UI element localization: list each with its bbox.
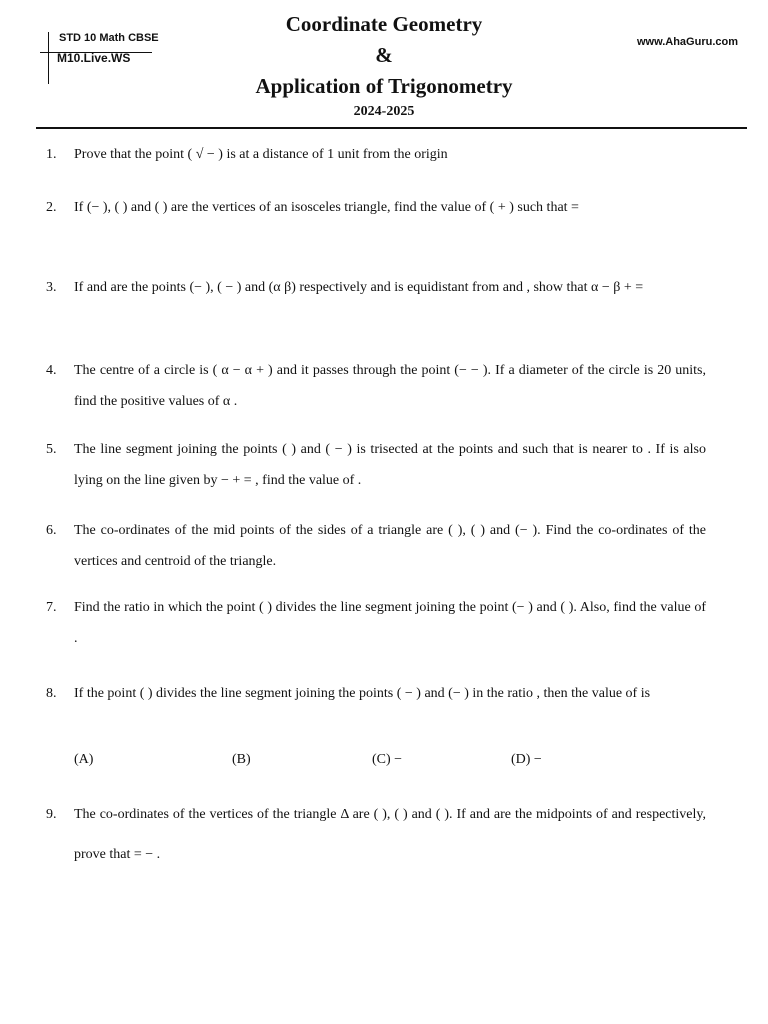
question-text: The co-ordinates of the vertices of the triangle Δ are ( ), ( ) and ( ). If and are the midpoints of and respectively, prove that = − .	[74, 807, 706, 862]
question-text: The co-ordinates of the mid points of the sides of a triangle are ( ), ( ) and (− ). Find the co-ordinates of the vertices and centroid of the triangle.	[74, 523, 706, 569]
std-label: STD 10 Math CBSE	[59, 32, 159, 44]
question-text: If and are the points (− ), ( − ) and (α β) respectively and is equidistant from and , show that α − β + =	[74, 280, 644, 295]
question-9	[46, 795, 706, 875]
question-number: 5.	[46, 442, 57, 457]
page-title: Coordinate Geometry	[285, 12, 483, 36]
question-number: 1.	[46, 147, 57, 162]
question-4	[46, 355, 706, 417]
page-subtitle: Application of Trigonometry	[255, 74, 513, 98]
title-ampersand: &	[375, 43, 393, 67]
question-5	[46, 434, 706, 496]
question-text: Prove that the point ( √ − ) is at a distance of 1 unit from the origin	[74, 147, 448, 162]
question-text: The line segment joining the points ( ) and ( − ) is trisected at the points and such that is nearer to . If is also lying on the line given by − + = , find the value of .	[74, 442, 706, 488]
question-number: 4.	[46, 363, 57, 378]
question-text: The centre of a circle is ( α − α + ) and it passes through the point (− − ). If a diameter of the circle is 20 units, find the positive values of α .	[74, 363, 706, 409]
question-text: Find the ratio in which the point ( ) divides the line segment joining the point (− ) and ( ). Also, find the value of .	[74, 600, 706, 646]
question-number: 9.	[46, 807, 57, 822]
code-label: M10.Live.WS	[57, 51, 131, 65]
question-number: 8.	[46, 686, 57, 701]
website-link[interactable]: www.AhaGuru.com	[636, 36, 738, 48]
option-a[interactable]: (A)	[74, 752, 94, 767]
question-number: 7.	[46, 600, 57, 615]
question-8	[46, 678, 706, 709]
option-d[interactable]: (D) −	[511, 752, 542, 767]
question-text: If (− ), ( ) and ( ) are the vertices of an isosceles triangle, find the value of ( + ) such that =	[74, 200, 579, 215]
question-number: 3.	[46, 280, 57, 295]
question-7	[46, 592, 706, 654]
question-3	[46, 272, 706, 303]
question-text: If the point ( ) divides the line segment joining the points ( − ) and (− ) in the ratio , then the value of is	[74, 686, 651, 701]
option-c[interactable]: (C) −	[372, 752, 403, 767]
question-2	[46, 192, 706, 223]
question-1	[46, 139, 706, 170]
question-number: 2.	[46, 200, 57, 215]
option-b[interactable]: (B)	[232, 752, 251, 767]
question-number: 6.	[46, 523, 57, 538]
header-divider	[36, 127, 747, 129]
academic-year: 2024-2025	[353, 104, 415, 119]
question-6	[46, 515, 706, 577]
